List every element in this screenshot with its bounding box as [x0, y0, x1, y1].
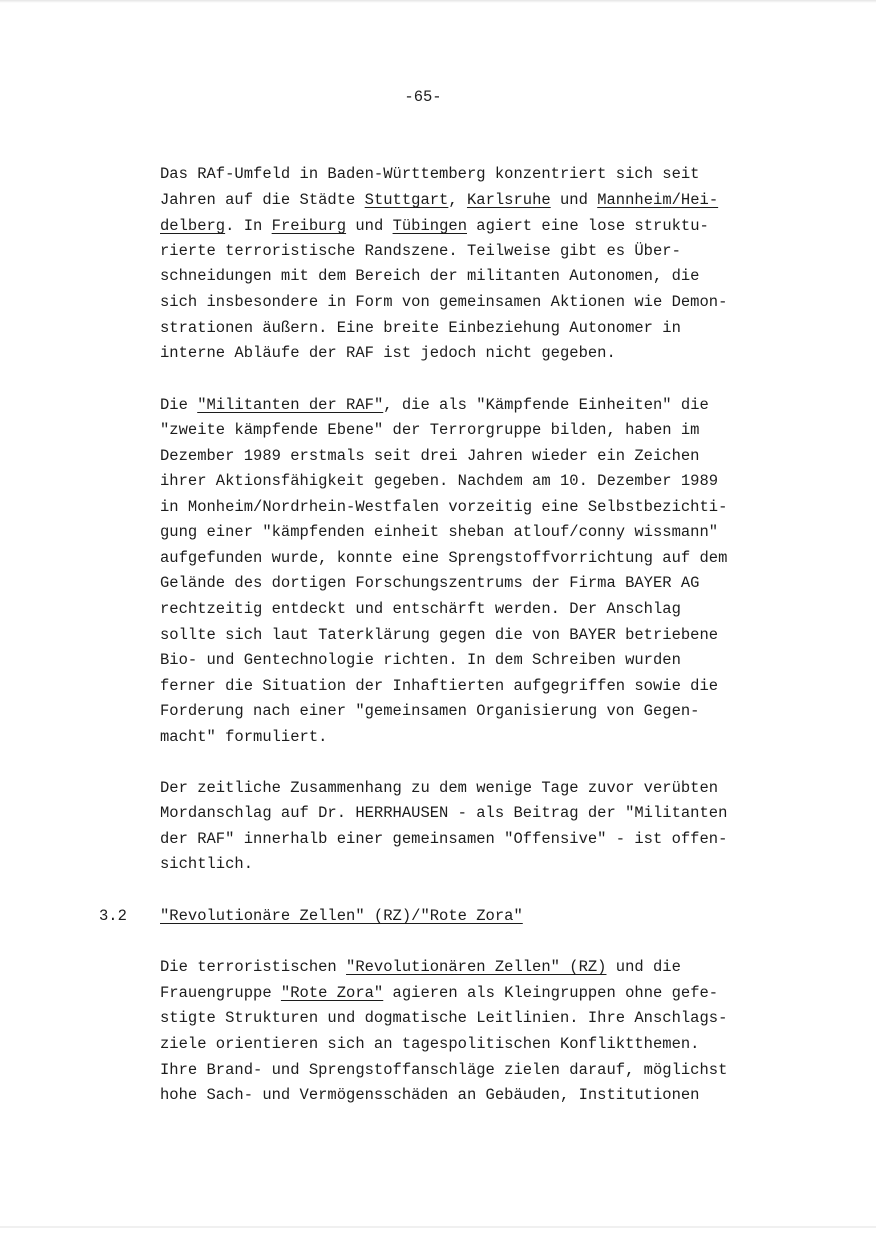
text-line: [160, 420, 700, 440]
text-span: Bio- und Gentechnologie richten. In dem Schreiben wurden: [160, 651, 681, 669]
text-span: gung einer "kämpfenden einheit sheban atlouf/conny wissmann": [160, 523, 719, 541]
text-line: [160, 803, 727, 823]
text-line: [160, 190, 718, 210]
text-line: [160, 650, 681, 670]
text-span: agiert eine lose struktu-: [467, 217, 709, 235]
scan-bottom-edge: [0, 1226, 876, 1228]
page-number: -65-: [404, 88, 442, 106]
term-revolutionaere-zellen: "Revolutionären Zellen" (RZ): [346, 958, 607, 976]
text-span: Frauengruppe: [160, 984, 281, 1002]
city-mannheim-heidelberg: Mannheim/Hei-: [597, 191, 719, 209]
text-line: [160, 701, 700, 721]
text-line: [160, 1008, 727, 1028]
text-span: rechtzeitig entdeckt und entschärft werden. Der Anschlag: [160, 600, 681, 618]
text-span: ,: [448, 191, 467, 209]
text-line: [160, 599, 681, 619]
text-span: Die terroristischen: [160, 958, 347, 976]
text-span: Die: [160, 396, 198, 414]
text-line: [160, 522, 718, 542]
text-span: Der zeitliche Zusammenhang zu dem wenige Tage zuvor verübten: [160, 779, 719, 797]
scan-top-edge: [0, 0, 876, 3]
section-number: 3.2: [99, 907, 127, 925]
text-span: in Monheim/Nordrhein-Westfalen vorzeitig eine Selbstbezichti-: [160, 498, 728, 516]
text-span: Jahren auf die Städte: [160, 191, 365, 209]
text-span: , die als "Kämpfende Einheiten" die: [383, 396, 709, 414]
text-span: Das RAf-Umfeld in Baden-Württemberg konzentriert sich seit: [160, 165, 700, 183]
text-span: ihrer Aktionsfähigkeit gegeben. Nachdem am 10. Dezember 1989: [160, 472, 719, 490]
text-span: "zweite kämpfende Ebene" der Terrorgruppe bilden, haben im: [160, 421, 700, 439]
text-line: [160, 548, 727, 568]
text-span: rierte terroristische Randszene. Teilweise gibt es Über-: [160, 242, 681, 260]
text-line: [160, 343, 616, 363]
text-span: Forderung nach einer "gemeinsamen Organisierung von Gegen-: [160, 702, 700, 720]
city-heidelberg-continued: delberg: [160, 217, 226, 235]
text-line: [160, 778, 718, 798]
text-span: und die: [606, 958, 681, 976]
text-span: sich insbesondere in Form von gemeinsamen Aktionen wie Demon-: [160, 293, 728, 311]
text-span: Gelände des dortigen Forschungszentrums der Firma BAYER AG: [160, 574, 700, 592]
text-span: stigte Strukturen und dogmatische Leitlinien. Ihre Anschlags-: [160, 1009, 728, 1027]
text-line: [160, 829, 727, 849]
text-span: hohe Sach- und Vermögensschäden an Gebäuden, Institutionen: [160, 1086, 700, 1104]
section-heading: [160, 906, 523, 926]
text-line: [160, 1034, 700, 1054]
term-militanten-der-raf: "Militanten der RAF": [197, 396, 384, 414]
section-title: "Revolutionäre Zellen" (RZ)/"Rote Zora": [160, 907, 523, 925]
text-span: sollte sich laut Taterklärung gegen die von BAYER betriebene: [160, 626, 719, 644]
text-line: [160, 676, 718, 696]
text-span: schneidungen mit dem Bereich der militanten Autonomen, die: [160, 267, 700, 285]
text-span: . In: [225, 217, 272, 235]
text-span: Ihre Brand- und Sprengstoffanschläge zielen darauf, möglichst: [160, 1061, 728, 1079]
text-line: [160, 471, 718, 491]
text-line: [160, 625, 718, 645]
text-span: der RAF" innerhalb einer gemeinsamen "Offensive" - ist offen-: [160, 830, 728, 848]
text-line: [160, 216, 709, 236]
text-line: [160, 1060, 727, 1080]
text-line: [160, 241, 681, 261]
text-span: strationen äußern. Eine breite Einbeziehung Autonomer in: [160, 319, 681, 337]
city-stuttgart: Stuttgart: [364, 191, 449, 209]
text-line: [160, 727, 327, 747]
text-span: aufgefunden wurde, konnte eine Sprengstoffvorrichtung auf dem: [160, 549, 728, 567]
text-span: und: [346, 217, 393, 235]
text-line: [160, 318, 681, 338]
text-line: [160, 573, 700, 593]
text-span: interne Abläufe der RAF ist jedoch nicht gegeben.: [160, 344, 616, 362]
text-span: sichtlich.: [160, 855, 254, 873]
text-span: und: [550, 191, 598, 209]
text-line: [160, 497, 727, 517]
text-line: [160, 292, 727, 312]
text-line: [160, 1085, 700, 1105]
city-tuebingen: Tübingen: [392, 217, 467, 235]
text-line: [160, 957, 681, 977]
term-rote-zora: "Rote Zora": [280, 984, 384, 1002]
city-freiburg: Freiburg: [271, 217, 347, 235]
city-karlsruhe: Karlsruhe: [466, 191, 551, 209]
text-span: Dezember 1989 erstmals seit drei Jahren wieder ein Zeichen: [160, 447, 700, 465]
text-line: [160, 854, 253, 874]
text-line: [160, 266, 700, 286]
text-span: ferner die Situation der Inhaftierten aufgegriffen sowie die: [160, 677, 719, 695]
text-line: [160, 446, 700, 466]
text-span: agieren als Kleingruppen ohne gefe-: [383, 984, 719, 1002]
text-span: Mordanschlag auf Dr. HERRHAUSEN - als Beitrag der "Militanten: [160, 804, 728, 822]
text-line: [160, 983, 718, 1003]
text-line: [160, 395, 709, 415]
text-span: macht" formuliert.: [160, 728, 328, 746]
text-line: [160, 164, 700, 184]
text-span: ziele orientieren sich an tagespolitischen Konfliktthemen.: [160, 1035, 700, 1053]
